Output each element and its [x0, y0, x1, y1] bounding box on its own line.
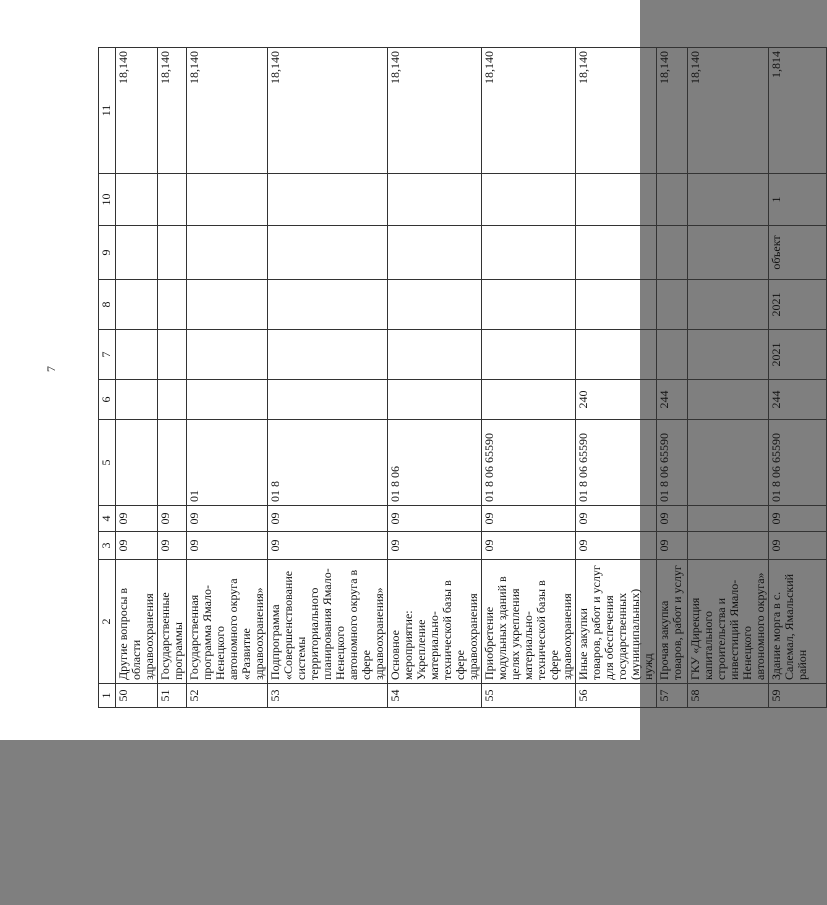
- table-row: [482, 48, 576, 708]
- table-cell: [657, 174, 688, 226]
- header-cell: 4: [99, 506, 116, 532]
- row-number-cell: 59: [769, 684, 827, 708]
- row-number-cell: 57: [657, 684, 688, 708]
- table-cell: 2021: [769, 330, 827, 380]
- table-cell: 01 8 06 65590: [576, 420, 657, 506]
- table-cell: [576, 226, 657, 280]
- table-cell: [116, 420, 158, 506]
- table-cell: 09: [657, 506, 688, 532]
- table-cell: [187, 174, 268, 226]
- table-cell: 18,140: [688, 48, 769, 174]
- table-cell: [688, 330, 769, 380]
- budget-table: [98, 47, 827, 708]
- table-cell: 01 8 06: [388, 420, 482, 506]
- table-cell: 09: [769, 532, 827, 560]
- row-number-cell: 52: [187, 684, 268, 708]
- row-number-cell: 53: [268, 684, 388, 708]
- table-cell: 18,140: [268, 48, 388, 174]
- table-cell: [158, 420, 187, 506]
- table-row: [187, 48, 268, 708]
- table-cell: 09: [482, 532, 576, 560]
- page-number: 7: [44, 366, 58, 372]
- table-row: [268, 48, 388, 708]
- table-cell: [187, 280, 268, 330]
- table-cell: 09: [187, 532, 268, 560]
- row-name-cell: Государственная программа Ямало-Ненецкого автономного округа «Развитие здравоохранения»: [187, 560, 268, 684]
- table-cell: 18,140: [187, 48, 268, 174]
- row-number-cell: 54: [388, 684, 482, 708]
- row-number-cell: 55: [482, 684, 576, 708]
- table-cell: [268, 174, 388, 226]
- row-name-cell: Иные закупки товаров, работ и услуг для обеспечения государственных (муниципальных) нужд: [576, 560, 657, 684]
- table-cell: [388, 380, 482, 420]
- table-cell: [268, 330, 388, 380]
- header-cell: 11: [99, 48, 116, 174]
- table-cell: [482, 380, 576, 420]
- table-cell: [688, 226, 769, 280]
- header-row: [99, 48, 116, 708]
- table-cell: [482, 226, 576, 280]
- header-cell: 6: [99, 380, 116, 420]
- table-cell: [187, 330, 268, 380]
- table-cell: 09: [769, 506, 827, 532]
- table-cell: [688, 380, 769, 420]
- table-cell: 240: [576, 380, 657, 420]
- table-cell: [388, 174, 482, 226]
- table-cell: [158, 330, 187, 380]
- row-number-cell: 51: [158, 684, 187, 708]
- header-cell: 3: [99, 532, 116, 560]
- table-cell: [688, 420, 769, 506]
- table-row: [688, 48, 769, 708]
- table-cell: 01 8: [268, 420, 388, 506]
- table-cell: 244: [769, 380, 827, 420]
- table-cell: [388, 226, 482, 280]
- row-number-cell: 58: [688, 684, 769, 708]
- table-cell: [158, 226, 187, 280]
- table-cell: [388, 330, 482, 380]
- table-cell: [268, 280, 388, 330]
- table-cell: 09: [116, 506, 158, 532]
- header-cell: 7: [99, 330, 116, 380]
- table-cell: [158, 280, 187, 330]
- table-cell: [187, 226, 268, 280]
- table-cell: [116, 330, 158, 380]
- table-cell: 09: [268, 506, 388, 532]
- table-cell: [657, 330, 688, 380]
- table-cell: 18,140: [158, 48, 187, 174]
- table-row: [158, 48, 187, 708]
- table-cell: [116, 174, 158, 226]
- table-cell: [482, 330, 576, 380]
- table-row: [116, 48, 158, 708]
- table-cell: [388, 280, 482, 330]
- table-cell: 01 8 06 65590: [769, 420, 827, 506]
- table-cell: [158, 174, 187, 226]
- table-cell: [482, 280, 576, 330]
- table-cell: [268, 380, 388, 420]
- table-cell: 18,140: [116, 48, 158, 174]
- table-cell: [116, 280, 158, 330]
- table-cell: [576, 174, 657, 226]
- table-cell: 09: [268, 532, 388, 560]
- table-cell: 2021: [769, 280, 827, 330]
- table-cell: 01: [187, 420, 268, 506]
- table-cell: 09: [116, 532, 158, 560]
- table-cell: [158, 380, 187, 420]
- header-cell: 1: [99, 684, 116, 708]
- table-cell: 09: [576, 532, 657, 560]
- row-name-cell: Подпрограмма «Совершенствование системы территориального планирования Ямало-Ненецкого автономного округа в сфере здравоохранения»: [268, 560, 388, 684]
- table-cell: 09: [187, 506, 268, 532]
- table-cell: [482, 174, 576, 226]
- table-cell: 09: [388, 506, 482, 532]
- table-cell: [116, 226, 158, 280]
- table-cell: 09: [158, 532, 187, 560]
- table-cell: [268, 226, 388, 280]
- table-cell: 18,140: [388, 48, 482, 174]
- table-cell: [688, 532, 769, 560]
- table-cell: 1,814: [769, 48, 827, 174]
- table-cell: [688, 174, 769, 226]
- table-cell: [688, 280, 769, 330]
- table-cell: 09: [482, 506, 576, 532]
- header-cell: 2: [99, 560, 116, 684]
- row-name-cell: Здание морга в с. Салемал, Ямальский район: [769, 560, 827, 684]
- table-cell: [657, 226, 688, 280]
- row-name-cell: Прочая закупка товаров, работ и услуг: [657, 560, 688, 684]
- row-number-cell: 56: [576, 684, 657, 708]
- table-cell: 1: [769, 174, 827, 226]
- table-row: [657, 48, 688, 708]
- table-row: [576, 48, 657, 708]
- row-name-cell: ГКУ «Дирекция капитального строительства и инвестиций Ямало-Ненецкого автономного округа»: [688, 560, 769, 684]
- table-cell: 244: [657, 380, 688, 420]
- row-name-cell: Основное мероприятие: Укрепление материально-технической базы в сфере здравоохранения: [388, 560, 482, 684]
- table-cell: объект: [769, 226, 827, 280]
- rotated-table-wrapper: [98, 48, 809, 708]
- row-name-cell: Другие вопросы в области здравоохранения: [116, 560, 158, 684]
- table-cell: [688, 506, 769, 532]
- table-row: [769, 48, 827, 708]
- header-cell: 10: [99, 174, 116, 226]
- table-cell: 01 8 06 65590: [482, 420, 576, 506]
- table-cell: 18,140: [482, 48, 576, 174]
- table-cell: 09: [158, 506, 187, 532]
- table-cell: 18,140: [576, 48, 657, 174]
- table-cell: 09: [388, 532, 482, 560]
- header-cell: 5: [99, 420, 116, 506]
- table-cell: 18,140: [657, 48, 688, 174]
- table-cell: 09: [576, 506, 657, 532]
- row-name-cell: Приобретение модульных зданий в целях укрепления материально-технической базы в сфере здравоохранения: [482, 560, 576, 684]
- row-name-cell: Государственные программы: [158, 560, 187, 684]
- table-cell: [576, 330, 657, 380]
- table-cell: 01 8 06 65590: [657, 420, 688, 506]
- table-cell: [187, 380, 268, 420]
- table-cell: [576, 280, 657, 330]
- table-cell: [116, 380, 158, 420]
- table-cell: [657, 280, 688, 330]
- table-cell: 09: [657, 532, 688, 560]
- row-number-cell: 50: [116, 684, 158, 708]
- header-cell: 9: [99, 226, 116, 280]
- table-row: [388, 48, 482, 708]
- header-cell: 8: [99, 280, 116, 330]
